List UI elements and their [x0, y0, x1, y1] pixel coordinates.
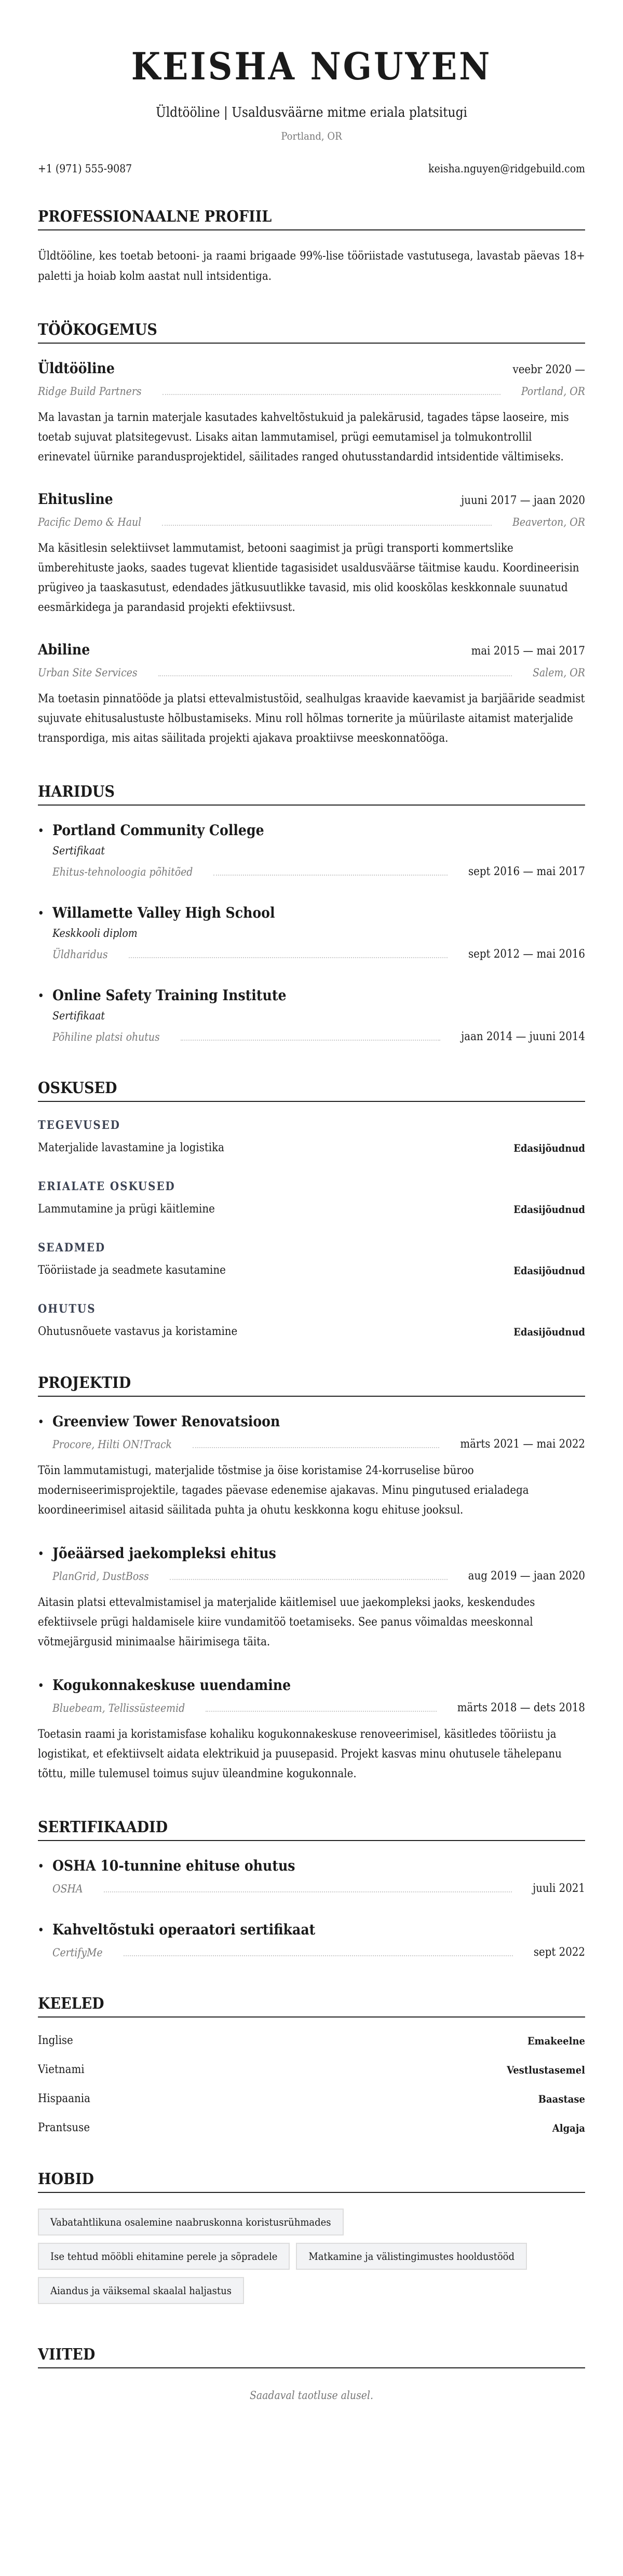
project-heading: [38, 1676, 585, 1695]
language-level: Vestlustasemel: [507, 2064, 585, 2076]
school-name: Online Safety Training Institute: [52, 987, 287, 1004]
job-description: Ma toetasin pinnatööde ja platsi ettevalmistustöid, sealhulgas kraavide kaevamist ja barjääride seadmist sujuvate ehitusalustuste hõlbustamiseks. Minu roll hõlmas tornerite ja müürilaste aitamist materjalide transpordiga, mis aitas säilitada projekti ajakava proaktiivse meeskonnatööga.: [38, 692, 585, 745]
project-entry: [38, 1544, 585, 1652]
section-title: HOBID: [38, 2170, 585, 2193]
project-name: Greenview Tower Renovatsioon: [52, 1413, 280, 1430]
dotted-leader: [193, 1447, 439, 1448]
contact-row: [38, 161, 585, 176]
skill-name: Ohutusnõuete vastavus ja koristamine: [38, 1325, 238, 1338]
job-location: Salem, OR: [532, 666, 585, 679]
education-entry: [38, 904, 585, 962]
entry-header: [38, 359, 585, 378]
education-dates: jaan 2014 — juuni 2014: [461, 1030, 585, 1043]
skill-name: Materjalide lavastamine ja logistika: [38, 1141, 224, 1154]
language-row: [38, 2091, 585, 2107]
profile-text: Üldtööline, kes toetab betooni- ja raami brigaade 99%-lise tööriistade vastutusega, lavastab päevas 18+ paletti ja hoiab kolm aastat null intsidentiga.: [38, 250, 585, 283]
dotted-leader: [104, 1891, 512, 1892]
cert-name: OSHA 10-tunnine ehituse ohutus: [52, 1857, 295, 1874]
school-heading: [38, 904, 585, 922]
school-heading: [38, 986, 585, 1005]
skill-row: [38, 1202, 585, 1217]
dotted-leader: [129, 957, 448, 958]
entry-meta: [38, 384, 585, 399]
degree: Keskkooli diplom: [52, 927, 138, 939]
education-dates: sept 2016 — mai 2017: [468, 865, 585, 878]
experience-entry: [38, 640, 585, 748]
degree: Sertifikaat: [52, 1010, 105, 1022]
job-dates: veebr 2020 —: [512, 363, 585, 376]
skills-section: [38, 1079, 585, 1340]
degree: Sertifikaat: [52, 844, 105, 857]
experience-section: [38, 321, 585, 748]
skill-level: Edasijõudnud: [513, 1326, 585, 1338]
project-dates: märts 2018 — dets 2018: [457, 1701, 585, 1714]
section-title: VIITED: [38, 2346, 585, 2368]
entry-header: [38, 490, 585, 509]
experience-entry: [38, 490, 585, 618]
dotted-leader: [181, 1040, 440, 1041]
candidate-name: KEISHA NGUYEN: [131, 44, 492, 88]
section-title: KEELED: [38, 1995, 585, 2018]
project-heading: [38, 1544, 585, 1563]
skill-category: OHUTUS: [38, 1302, 96, 1316]
bullet-icon: •: [38, 907, 44, 919]
projects-section: [38, 1374, 585, 1784]
skill-level: Edasijõudnud: [513, 1264, 585, 1277]
language-level: Algaja: [552, 2122, 585, 2134]
project-dates: aug 2019 — jaan 2020: [468, 1570, 585, 1583]
dotted-leader: [213, 875, 448, 876]
project-heading: [38, 1412, 585, 1431]
bullet-icon: •: [38, 1860, 44, 1872]
location: Portland, OR: [281, 130, 342, 142]
cert-heading: [38, 1920, 585, 1939]
project-name: Jõeäärsed jaekompleksi ehitus: [52, 1545, 276, 1562]
bullet-icon: •: [38, 1547, 44, 1560]
entry-meta: [38, 665, 585, 680]
skill-name: Tööriistade ja seadmete kasutamine: [38, 1264, 226, 1277]
bullet-icon: •: [38, 824, 44, 837]
skill-category: TEGEVUSED: [38, 1119, 120, 1132]
entry-meta: [38, 514, 585, 530]
project-tools: PlanGrid, DustBoss: [52, 1570, 149, 1583]
language-name: Hispaania: [38, 2092, 90, 2105]
bullet-icon: •: [38, 1415, 44, 1428]
headline: Üldtööline | Usaldusväärne mitme eriala platsitugi: [155, 105, 468, 120]
language-row: [38, 2062, 585, 2078]
dotted-leader: [158, 675, 512, 676]
references-text: Saadaval taotluse alusel.: [249, 2389, 374, 2402]
hobby-chip: Ise tehtud mööbli ehitamine perele ja sõpradele: [38, 2243, 290, 2270]
section-title: HARIDUS: [38, 783, 585, 806]
project-name: Kogukonnakeskuse uuendamine: [52, 1677, 291, 1694]
job-location: Beaverton, OR: [512, 516, 585, 528]
skill-row: [38, 1324, 585, 1340]
cert-date: juuli 2021: [533, 1882, 585, 1895]
section-title: SERTIFIKAADID: [38, 1818, 585, 1841]
company-name: Ridge Build Partners: [38, 385, 142, 398]
section-title: TÖÖKOGEMUS: [38, 321, 585, 344]
education-entry: [38, 986, 585, 1045]
school-name: Willamette Valley High School: [52, 904, 275, 921]
skill-category: SEADMED: [38, 1241, 106, 1255]
field-of-study: Ehitus-tehnoloogia põhitõed: [52, 866, 193, 878]
project-entry: [38, 1412, 585, 1520]
skill-row: [38, 1140, 585, 1156]
school-heading: [38, 821, 585, 840]
education-section: [38, 783, 585, 1045]
project-meta: [38, 1569, 585, 1584]
certification-entry: [38, 1857, 585, 1897]
education-entry: [38, 821, 585, 880]
bullet-icon: •: [38, 1924, 44, 1936]
cert-name: Kahveltõstuki operaatori sertifikaat: [52, 1921, 316, 1938]
hobby-chip: Matkamine ja välistingimustes hooldustööd: [296, 2243, 527, 2270]
education-meta: [52, 947, 585, 962]
phone: +1 (971) 555-9087: [38, 162, 132, 175]
skill-category: ERIALATE OSKUSED: [38, 1180, 175, 1193]
cert-meta: [38, 1945, 585, 1960]
experience-entry: [38, 359, 585, 467]
project-description: Toetasin raami ja koristamisfase kohaliku kogukonnakeskuse renoveerimisel, käsitledes tööriistu ja logistikat, et efektiivselt aidata elektrikuid ja puusepasid. Projekt kasvas minu ohutusele tähelepanu tõttu, mille tulemusel toimus sujuv üleandmine kogukonnale.: [38, 1728, 562, 1780]
cert-issuer: OSHA: [52, 1883, 83, 1895]
job-dates: juuni 2017 — jaan 2020: [461, 494, 585, 507]
cert-issuer: CertifyMe: [52, 1946, 103, 1959]
certifications-section: [38, 1818, 585, 1960]
language-name: Inglise: [38, 2034, 73, 2047]
bullet-icon: •: [38, 1679, 44, 1692]
hobby-chip: Aiandus ja väiksemal skaalal haljastus: [38, 2277, 244, 2304]
hobby-chip: Vabatahtlikuna osalemine naabruskonna koristusrühmades: [38, 2209, 344, 2236]
school-name: Portland Community College: [52, 822, 264, 839]
dotted-leader: [162, 394, 500, 395]
project-tools: Procore, Hilti ON!Track: [52, 1438, 172, 1451]
certification-entry: [38, 1920, 585, 1960]
profile-section: [38, 208, 585, 287]
cert-date: sept 2022: [533, 1946, 585, 1959]
project-description: Tõin lammutamistugi, materjalide tõstmise ja öise koristamise 24-korruselise büroo moderniseerimisprojektile, tagades päevase edenemise ajakavas. Minu pingutused erialadega koordineerimisel aitasid säilitada puhta ja ohutu keskkonna kogu ehituse jooksul.: [38, 1464, 529, 1517]
company-name: Urban Site Services: [38, 666, 138, 679]
job-description: Ma käsitlesin selektiivset lammutamist, betooni saagimist ja prügi transporti kommertslike ümberehituste jaoks, saades tugevat klientide tagasisidet usaldusväärse täitmise kaudu. Koordineerisin prügiveo ja taaskasutust, edendades jätkusuutlikke tavasid, mis olid kooskõlas keskkonnale suunatud eesmärkidega ja parandasid projekti efektiivsust.: [38, 542, 579, 614]
dotted-leader: [170, 1579, 448, 1580]
dotted-leader: [162, 525, 492, 526]
references-section: [38, 2346, 585, 2402]
language-level: Baastase: [538, 2093, 585, 2105]
language-name: Vietnami: [38, 2063, 85, 2076]
section-title: OSKUSED: [38, 1079, 585, 1102]
project-tools: Bluebeam, Tellissüsteemid: [52, 1702, 185, 1714]
education-details: [38, 843, 585, 880]
project-entry: [38, 1676, 585, 1784]
education-meta: [52, 864, 585, 880]
language-row: [38, 2033, 585, 2049]
job-location: Portland, OR: [521, 385, 585, 398]
company-name: Pacific Demo & Haul: [38, 516, 142, 528]
dotted-leader: [124, 1955, 513, 1956]
job-title: Üldtööline: [38, 360, 115, 377]
job-description: Ma lavastan ja tarnin materjale kasutades kahveltõstukuid ja palekärusid, tagades täpse laoseire, mis toetab sujuvat platsitegevust. Lisaks aitan lammutamisel, prügi eemutamisel ja tolmukontrollil erinevatel üürnike parandusprojektidel, säilitades ranged ohutusstandardid intsidentide vältimiseks.: [38, 411, 569, 464]
field-of-study: Põhiline platsi ohutus: [52, 1031, 160, 1043]
education-details: [38, 1008, 585, 1045]
education-dates: sept 2012 — mai 2016: [468, 948, 585, 961]
education-details: [38, 925, 585, 962]
bullet-icon: •: [38, 989, 44, 1002]
entry-header: [38, 640, 585, 659]
languages-section: [38, 1995, 585, 2136]
language-row: [38, 2120, 585, 2136]
job-title: Ehitusline: [38, 490, 113, 508]
project-dates: märts 2021 — mai 2022: [460, 1438, 585, 1451]
job-dates: mai 2015 — mai 2017: [471, 645, 585, 658]
hobbies-section: [38, 2170, 585, 2311]
section-title: PROJEKTID: [38, 1374, 585, 1397]
skill-level: Edasijõudnud: [513, 1142, 585, 1154]
field-of-study: Üldharidus: [52, 948, 108, 961]
education-meta: [52, 1029, 585, 1045]
project-description: Aitasin platsi ettevalmistamisel ja materjalide käitlemisel uue jaekompleksi jaoks, keskendudes efektiivsele prügi haldamisele kiire vundamitöö toetamiseks. See panus võimaldas meeskonnal võtmejärgusid minimaalse häirimisega täita.: [38, 1596, 535, 1648]
cert-heading: [38, 1857, 585, 1875]
section-title: PROFESSIONAALNE PROFIIL: [38, 208, 585, 230]
email-link[interactable]: keisha.nguyen@ridgebuild.com: [428, 162, 585, 175]
cert-meta: [38, 1881, 585, 1897]
skill-row: [38, 1263, 585, 1278]
project-meta: [38, 1700, 585, 1716]
project-meta: [38, 1437, 585, 1452]
language-name: Prantsuse: [38, 2121, 90, 2134]
skill-level: Edasijõudnud: [513, 1203, 585, 1216]
skill-name: Lammutamine ja prügi käitlemine: [38, 1203, 215, 1216]
job-title: Abiline: [38, 641, 90, 658]
dotted-leader: [206, 1711, 437, 1712]
language-level: Emakeelne: [527, 2035, 585, 2047]
